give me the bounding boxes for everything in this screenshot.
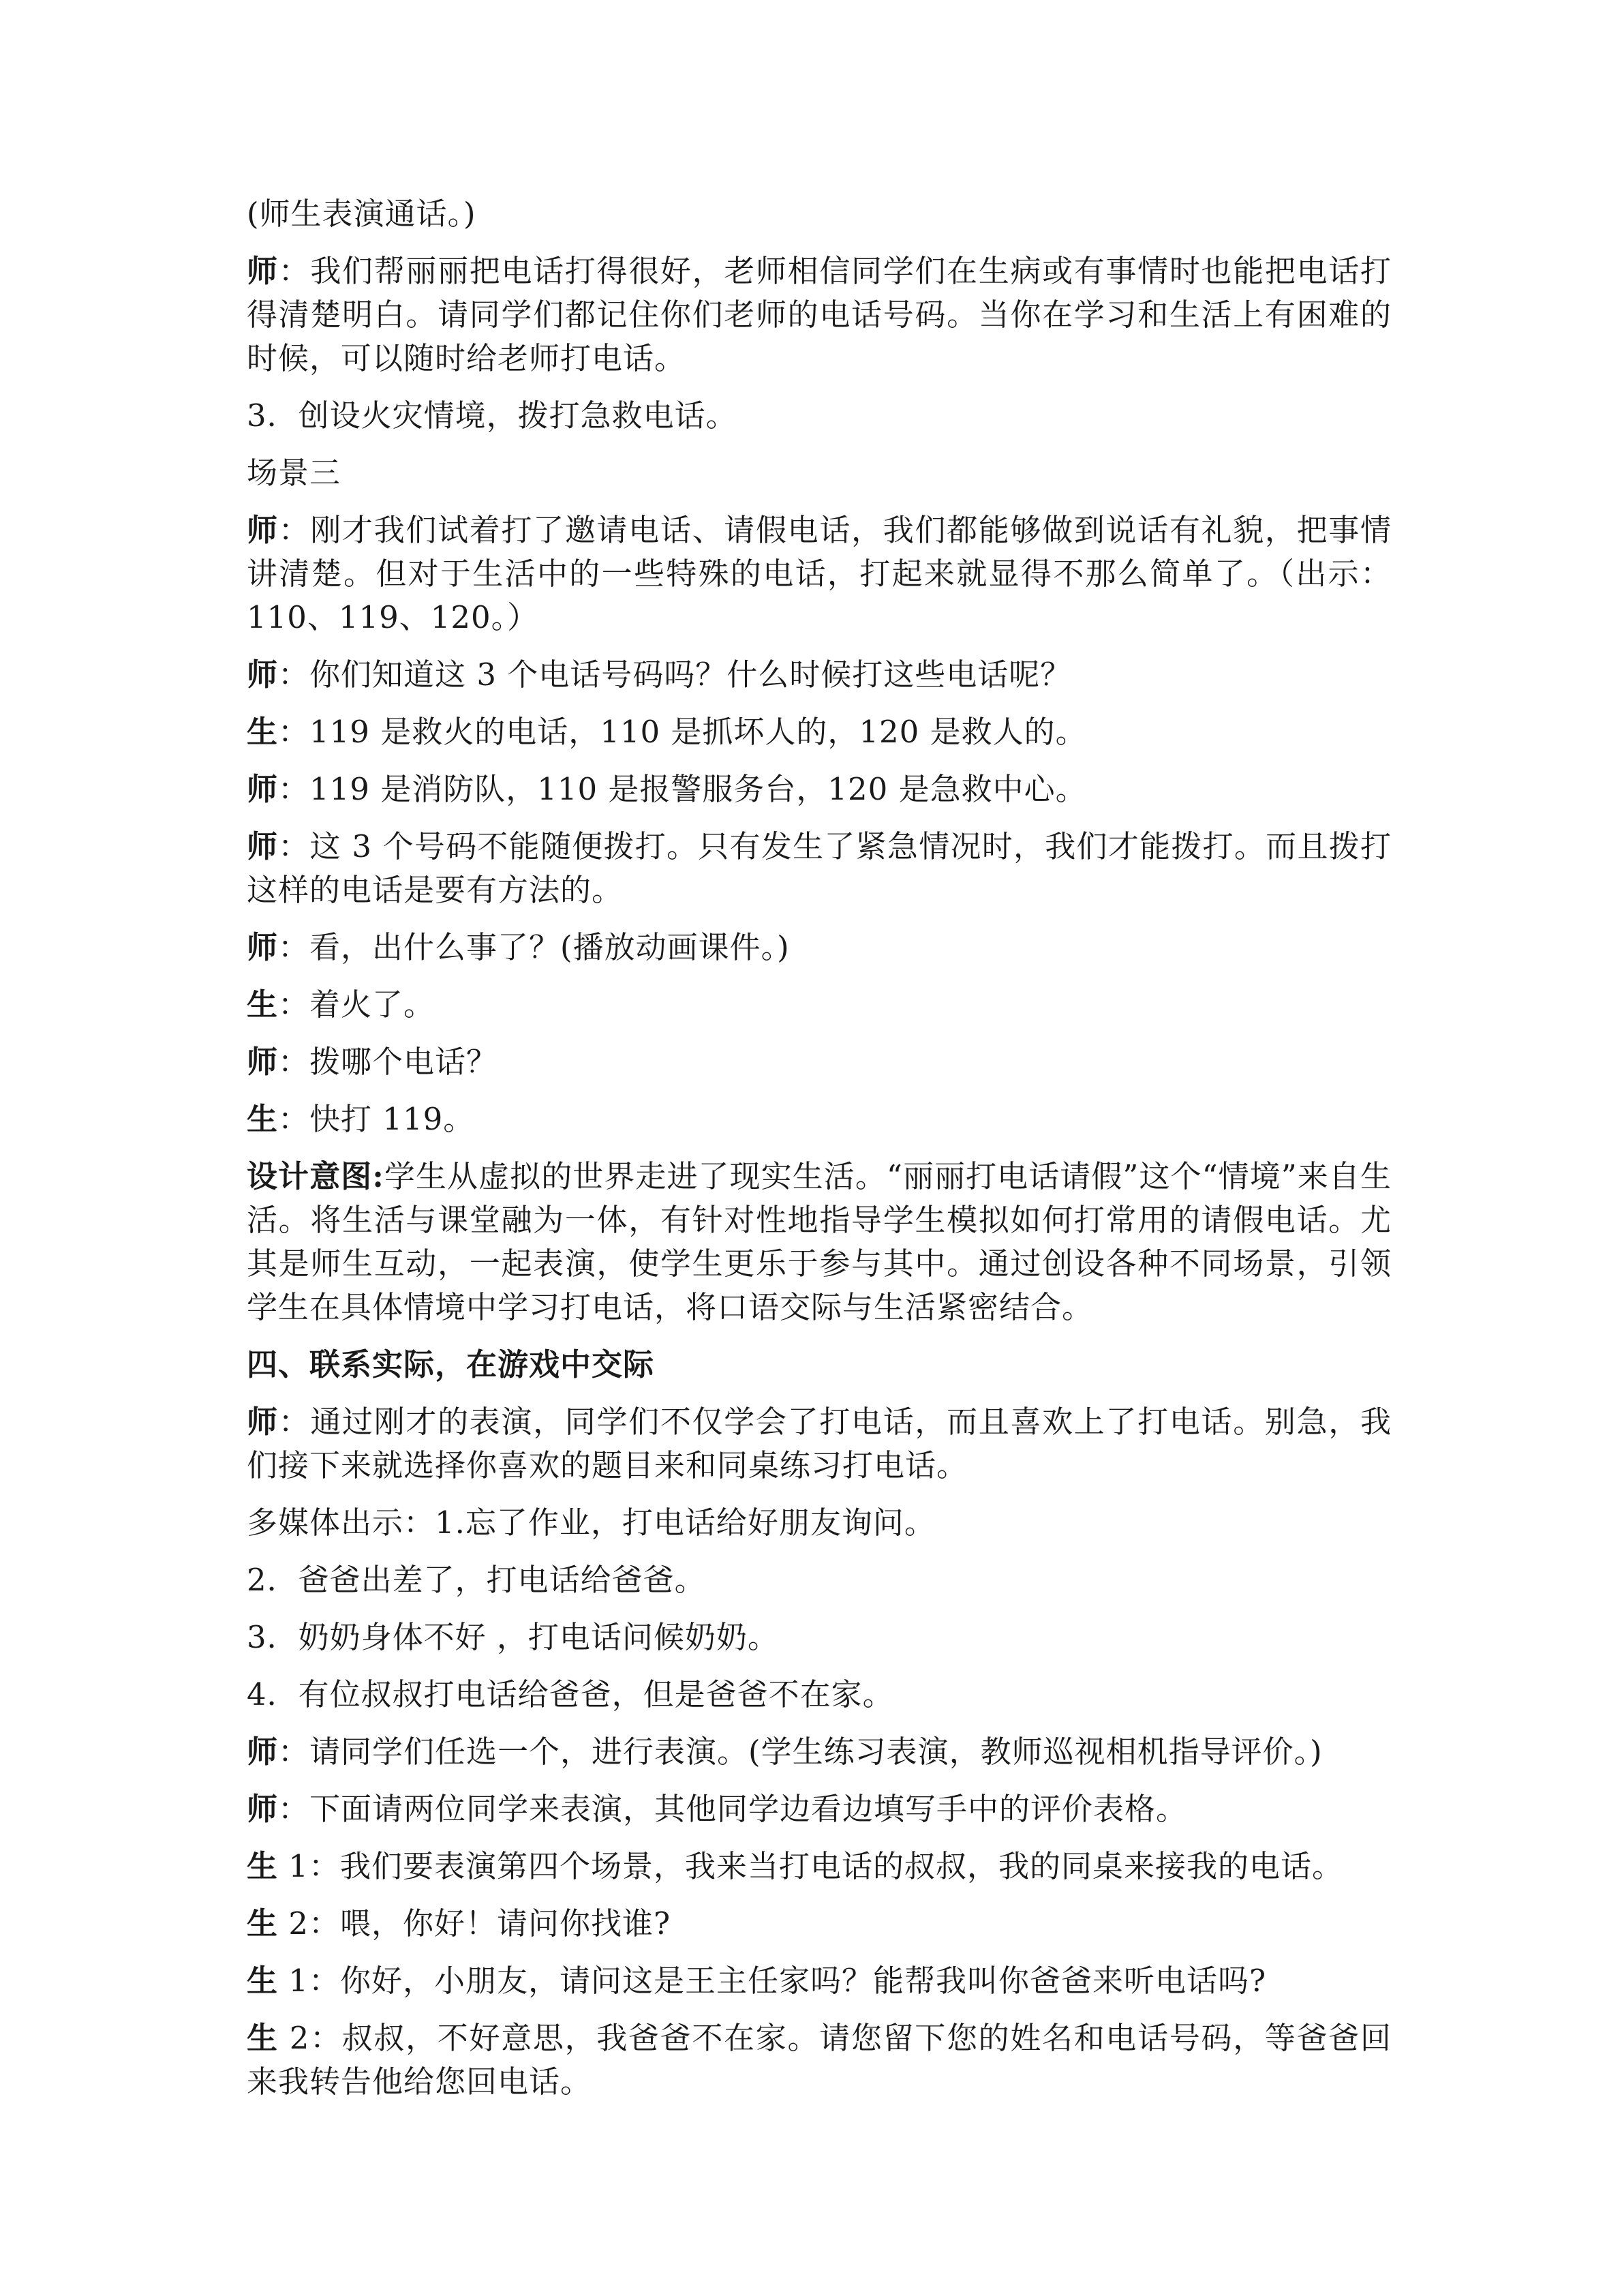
paragraph-text: ：快打 119。 [278,1101,475,1137]
paragraph [247,250,1392,380]
paragraph [247,1902,1392,1946]
paragraph-text: 2．爸爸出差了，打电话给爸爸。 [247,1562,706,1598]
speaker-label: 生 [247,2020,279,2056]
paragraph-text: ：119 是消防队，110 是报警服务台，120 是急救中心。 [278,771,1087,807]
paragraph-text: ：119 是救火的电话，110 是抓坏人的，120 是救人的。 [278,714,1087,750]
paragraph-text: ：刚才我们试着打了邀请电话、请假电话，我们都能够做到说话有礼貌，把事情讲清楚。但对于生活中的一些特殊的电话，打起来就显得不那么简单了。（出示：110、119、120。） [247,512,1392,635]
paragraph [247,768,1392,811]
paragraph [247,192,1392,236]
speaker-label: 生 [247,1848,279,1884]
speaker-label: 生 [247,1101,279,1137]
paragraph [247,394,1392,438]
paragraph-text: ：我们帮丽丽把电话打得很好，老师相信同学们在生病或有事情时也能把电话打得清楚明白。请同学们都记住你们老师的电话号码。当你在学习和生活上有困难的时候，可以随时给老师打电话。 [247,253,1392,376]
paragraph-text: 3．奶奶身体不好 ，打电话问候奶奶。 [247,1619,779,1655]
paragraph-text: ：通过刚才的表演，同学们不仅学会了打电话，而且喜欢上了打电话。别急，我们接下来就选择你喜欢的题目来和同桌练习打电话。 [247,1404,1392,1483]
paragraph [247,451,1392,495]
speaker-label: 师 [247,1791,279,1827]
paragraph-text: ：这 3 个号码不能随便拨打。只有发生了紧急情况时，我们才能拨打。而且拨打这样的电话是要有方法的。 [247,828,1392,908]
paragraph-text: 2：叔叔，不好意思，我爸爸不在家。请您留下您的姓名和电话号码，等爸爸回来我转告他给您回电话。 [247,2020,1392,2100]
paragraph-text: ：请同学们任选一个，进行表演。(学生练习表演，教师巡视相机指导评价。) [278,1734,1323,1770]
paragraph [247,1730,1392,1774]
paragraph [247,1959,1392,2003]
paragraph-text: 场景三 [247,455,341,491]
paragraph-text: 学生从虚拟的世界走进了现实生活。“丽丽打电话请假”这个“情境”来自生活。将生活与课堂融为一体，有针对性地指导学生模拟如何打常用的请假电话。尤其是师生互动，一起表演，使学生更乐于参与其中。通过创设各种不同场景，引领学生在具体情境中学习打电话，将口语交际与生活紧密结合。 [247,1158,1392,1325]
paragraph [247,1787,1392,1831]
paragraph [247,509,1392,639]
speaker-label: 生 [247,1963,279,1999]
paragraph [247,710,1392,754]
paragraph [247,983,1392,1027]
document-body [247,192,1392,2117]
paragraph-text: 4．有位叔叔打电话给爸爸，但是爸爸不在家。 [247,1676,894,1712]
paragraph [247,2016,1392,2104]
paragraph-text: 四、联系实际，在游戏中交际 [247,1346,655,1383]
paragraph [247,1673,1392,1717]
speaker-label: 师 [247,1044,279,1080]
speaker-label: 生 [247,1905,279,1942]
paragraph [247,1098,1392,1141]
speaker-label: 师 [247,771,279,807]
paragraph-text: ：下面请两位同学来表演，其他同学边看边填写手中的评价表格。 [278,1791,1188,1827]
paragraph-text: ：看，出什么事了？(播放动画课件。) [278,929,790,965]
speaker-label: 师 [247,1404,279,1440]
paragraph-text: ：拨哪个电话？ [278,1044,498,1080]
paragraph-text: ：着火了。 [278,986,435,1023]
paragraph [247,926,1392,969]
paragraph-text: 1：你好，小朋友，请问这是王主任家吗？能帮我叫你爸爸来听电话吗? [278,1963,1267,1999]
paragraph [247,1040,1392,1084]
speaker-label: 师 [247,512,279,548]
paragraph-text: 多媒体出示：1.忘了作业，打电话给好朋友询问。 [247,1505,936,1541]
paragraph-text: (师生表演通话。) [247,196,476,232]
speaker-label: 师 [247,1734,279,1770]
paragraph [247,825,1392,912]
section-heading [247,1343,1392,1387]
paragraph-text: 3．创设火灾情境，拨打急救电话。 [247,397,737,434]
speaker-label: 生 [247,986,279,1023]
paragraph [247,1501,1392,1545]
paragraph-text: 2：喂，你好！请问你找谁? [278,1905,671,1942]
paragraph [247,1400,1392,1487]
speaker-label: 师 [247,929,279,965]
paragraph-text: ：你们知道这 3 个电话号码吗？什么时候打这些电话呢？ [278,656,1072,693]
speaker-label: 师 [247,828,279,864]
paragraph [247,1558,1392,1602]
speaker-label: 设计意图: [247,1158,384,1194]
speaker-label: 师 [247,253,279,289]
paragraph [247,1845,1392,1888]
paragraph [247,1616,1392,1659]
speaker-label: 师 [247,656,279,693]
paragraph [247,653,1392,697]
speaker-label: 生 [247,714,279,750]
paragraph [247,1155,1392,1329]
paragraph-text: 1：我们要表演第四个场景，我来当打电话的叔叔，我的同桌来接我的电话。 [278,1848,1343,1884]
